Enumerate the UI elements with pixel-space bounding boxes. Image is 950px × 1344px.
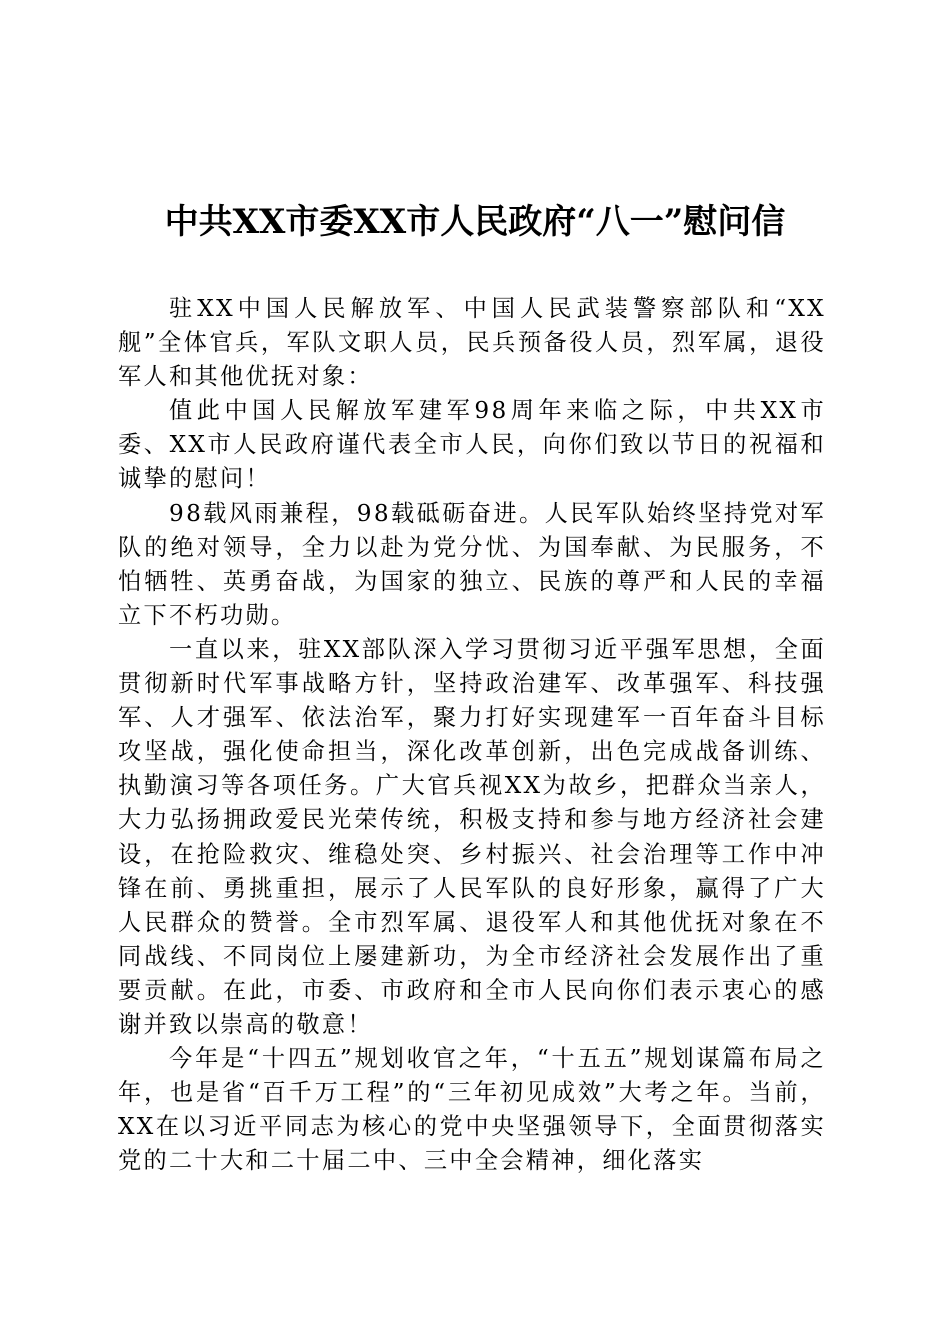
paragraph-salutation: 驻XX中国人民解放军、中国人民武装警察部队和“XX舰”全体官兵，军队文职人员，民兵预备役人员，烈军属，退役军人和其他优抚对象： [118, 295, 826, 391]
document-title: 中共XX市委XX市人民政府“八一”慰问信 [164, 202, 786, 242]
paragraph-achievements: 一直以来，驻XX部队深入学习贯彻习近平强军思想，全面贯彻新时代军事战略方针，坚持政治建军、改革强军、科技强军、人才强军、依法治军，聚力打好实现建军一百年奋斗目标攻坚战，强化使命担当，深化改革创新，出色完成战备训练、执勤演习等各项任务。广大官兵视XX为故乡，把群众当亲人，大力弘扬拥政爱民光荣传统，积极支持和参与地方经济社会建设，在抢险救灾、维稳处突、乡村振兴、社会治理等工作中冲锋在前、勇挑重担，展示了人民军队的良好形象，赢得了广大人民群众的赞誉。全市烈军属、退役军人和其他优抚对象在不同战线、不同岗位上屡建新功，为全市经济社会发展作出了重要贡献。在此，市委、市政府和全市人民向你们表示衷心的感谢并致以崇高的敬意！ [118, 635, 826, 1038]
paragraph-history: 98载风雨兼程，98载砥砺奋进。人民军队始终坚持党对军队的绝对领导，全力以赴为党分忧、为国奉献、为民服务，不怕牺牲、英勇奋战，为国家的独立、民族的尊严和人民的幸福立下不朽功勋。 [118, 499, 826, 629]
paragraph-greeting: 值此中国人民解放军建军98周年来临之际，中共XX市委、XX市人民政府谨代表全市人民，向你们致以节日的祝福和诚挚的慰问！ [118, 397, 826, 493]
document-body [118, 292, 826, 1178]
paragraph-current-year: 今年是“十四五”规划收官之年，“十五五”规划谋篇布局之年，也是省“百千万工程”的“三年初见成效”大考之年。当前，XX在以习近平同志为核心的党中央坚强领导下，全面贯彻落实党的二十大和二十届二中、三中全会精神，细化落实 [118, 1045, 826, 1175]
